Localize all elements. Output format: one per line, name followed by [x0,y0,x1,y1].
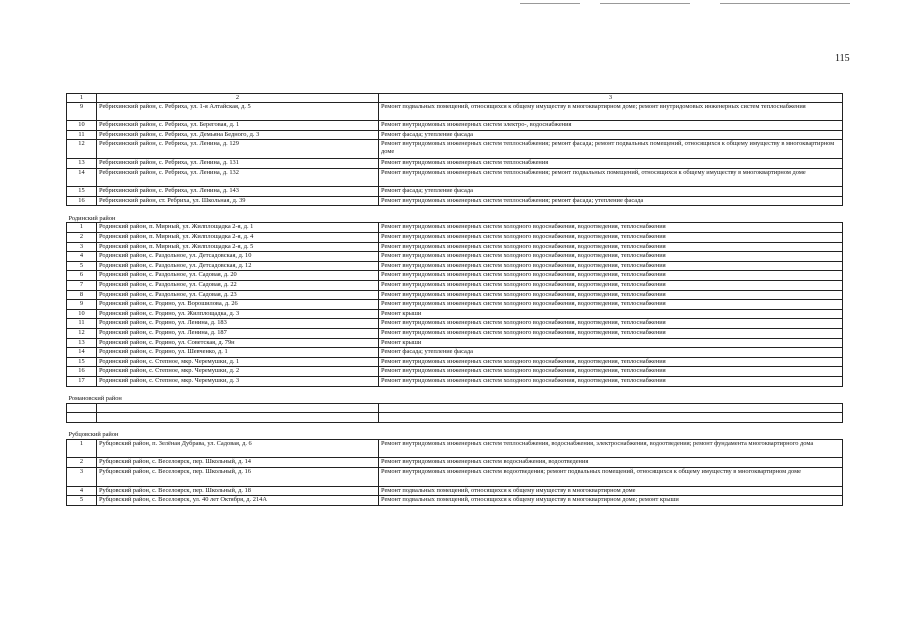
page-number: 115 [835,53,850,64]
table-row [67,252,843,262]
row-number: 15 [67,187,97,197]
table-row [67,290,843,300]
row-work-type: Ремонт внутридомовых инженерных систем водоснабжения, водоотведения [379,458,843,468]
row-address: Родинский район, с. Родино, ул. Ворошилова, д. 26 [97,300,379,310]
table-row [67,338,843,348]
row-address: Родинский район, с. Степное, мкр. Черемушки, д. 1 [97,357,379,367]
row-work-type: Ремонт внутридомовых инженерных систем холодного водоснабжения, водоотведения, теплоснабжения [379,252,843,262]
row-address: Родинский район, с. Родино, ул. Ленина, д. 183 [97,319,379,329]
row-number: 7 [67,281,97,291]
table-row [67,376,843,386]
row-address: Рубцовский район, с. Веселоярск, пер. Школьный, д. 14 [97,458,379,468]
row-address: Родинский район, с. Раздольное, ул. Детсадовская, д. 12 [97,261,379,271]
table-row [67,496,843,506]
row-address: Рубцовский район, с. Веселоярск, пер. Школьный, д. 16 [97,467,379,486]
row-number: 14 [67,168,97,187]
row-work-type: Ремонт внутридомовых инженерных систем холодного водоснабжения, водоотведения, теплоснабжения [379,376,843,386]
row-number: 12 [67,140,97,159]
section-title: Романовский район [67,386,843,403]
row-work-type: Ремонт подвальных помещений, относящихся к общему имуществу в многоквартирном доме; ремонт внутридомовых инженерных систем теплоснабжения [379,102,843,121]
table-row [67,261,843,271]
row-address: Ребрихинский район, ст. Ребриха, ул. Школьная, д. 39 [97,196,379,206]
row-number: 17 [67,376,97,386]
row-number: 16 [67,196,97,206]
row-work-type: Ремонт внутридомовых инженерных систем холодного водоснабжения, водоотведения, теплоснабжения [379,300,843,310]
header-cell-work: 3 [379,94,843,103]
row-work-type: Ремонт внутридомовых инженерных систем холодного водоснабжения, водоотведения, теплоснабжения [379,223,843,233]
table-row [67,486,843,496]
table-row [67,348,843,358]
row-work-type: Ремонт внутридомовых инженерных систем теплоснабжения, водоснабжения, электроснабжения, водоотведения; ремонт фундамента многоквартирного дома [379,439,843,458]
table-row [67,281,843,291]
row-number: 5 [67,496,97,506]
row-work-type: Ремонт внутридомовых инженерных систем теплоснабжения; ремонт подвальных помещений, относящихся к общему имуществу в многоквартирном доме [379,168,843,187]
row-work-type: Ремонт крыши [379,309,843,319]
row-number: 3 [67,242,97,252]
row-address: Родинский район, с. Степное, мкр. Черемушки, д. 2 [97,367,379,377]
table-row [67,168,843,187]
empty-cell-number [67,403,97,413]
row-number: 9 [67,300,97,310]
row-number: 1 [67,223,97,233]
row-work-type: Ремонт фасада; утепление фасада [379,187,843,197]
row-address: Родинский район, с. Родино, ул. Жилплощадка, д. 3 [97,309,379,319]
row-work-type: Ремонт фасада; утепление фасада [379,348,843,358]
row-number: 10 [67,121,97,131]
row-number: 5 [67,261,97,271]
table-row [67,309,843,319]
section-title: Родинский район [67,206,843,223]
table-row [67,196,843,206]
row-work-type: Ремонт внутридомовых инженерных систем холодного водоснабжения, водоотведения, теплоснабжения [379,319,843,329]
row-work-type: Ремонт внутридомовых инженерных систем холодного водоснабжения, водоотведения, теплоснабжения [379,281,843,291]
row-address: Родинский район, с. Родино, ул. Советская, д. 79н [97,338,379,348]
row-number: 8 [67,290,97,300]
row-number: 9 [67,102,97,121]
table-row [67,242,843,252]
row-address: Родинский район, с. Раздольное, ул. Садовая, д. 20 [97,271,379,281]
row-work-type: Ремонт внутридомовых инженерных систем холодного водоснабжения, водоотведения, теплоснабжения [379,290,843,300]
section-title: Рубцовский район [67,422,843,439]
table-row [67,367,843,377]
row-number: 1 [67,439,97,458]
row-work-type: Ремонт внутридомовых инженерных систем холодного водоснабжения, водоотведения, теплоснабжения [379,233,843,243]
row-address: Родинский район, с. Родино, ул. Шевченко, д. 1 [97,348,379,358]
row-address: Ребрихинский район, с. Ребриха, ул. Береговая, д. 1 [97,121,379,131]
row-address: Ребрихинский район, с. Ребриха, ул. Ленина, д. 129 [97,140,379,159]
table-row [67,467,843,486]
row-work-type: Ремонт подвальных помещений, относящихся к общему имуществу в многоквартирном доме [379,486,843,496]
row-address: Родинский район, п. Мирный, ул. Жилплощадка 2-я, д. 5 [97,242,379,252]
row-address: Рубцовский район, с. Веселоярск, ул. 40 лет Октября, д. 214А [97,496,379,506]
row-work-type: Ремонт внутридомовых инженерных систем электро-, водоснабжения [379,121,843,131]
row-work-type: Ремонт внутридомовых инженерных систем теплоснабжения; ремонт фасада; ремонт подвальных помещений, относящихся к общему имуществу в многоквартирном доме [379,140,843,159]
section-header-row [67,422,843,439]
row-address: Родинский район, с. Степное, мкр. Черемушки, д. 3 [97,376,379,386]
header-cell-address: 2 [97,94,379,103]
row-address: Ребрихинский район, с. Ребриха, ул. Ленина, д. 132 [97,168,379,187]
empty-cell-number [67,413,97,423]
table-row [67,159,843,169]
table-row [67,223,843,233]
scan-artifact-line [520,3,580,4]
row-work-type: Ремонт фасада; утепление фасада [379,130,843,140]
empty-cell-address [97,403,379,413]
empty-row [67,413,843,423]
table-body [67,94,843,506]
row-number: 4 [67,486,97,496]
row-number: 2 [67,233,97,243]
row-number: 4 [67,252,97,262]
repair-list-table [66,93,843,506]
row-number: 16 [67,367,97,377]
table-header-row [67,94,843,103]
row-number: 15 [67,357,97,367]
table-row [67,140,843,159]
row-address: Ребрихинский район, с. Ребриха, ул. Демьяна Бедного, д. 3 [97,130,379,140]
row-work-type: Ремонт подвальных помещений, относящихся к общему имуществу в многоквартирном доме; ремонт крыши [379,496,843,506]
row-work-type: Ремонт внутридомовых инженерных систем холодного водоснабжения, водоотведения, теплоснабжения [379,242,843,252]
row-work-type: Ремонт крыши [379,338,843,348]
row-work-type: Ремонт внутридомовых инженерных систем холодного водоснабжения, водоотведения, теплоснабжения [379,367,843,377]
row-work-type: Ремонт внутридомовых инженерных систем холодного водоснабжения, водоотведения, теплоснабжения [379,328,843,338]
row-address: Рубцовский район, п. Зелёная Дубрава, ул. Садовая, д. 6 [97,439,379,458]
table-row [67,233,843,243]
row-address: Ребрихинский район, с. Ребриха, ул. Ленина, д. 143 [97,187,379,197]
row-work-type: Ремонт внутридомовых инженерных систем холодного водоснабжения, водоотведения, теплоснабжения [379,261,843,271]
row-address: Родинский район, с. Раздольное, ул. Садовая, д. 22 [97,281,379,291]
row-number: 14 [67,348,97,358]
row-address: Ребрихинский район, с. Ребриха, ул. 1-я Алтайская, д. 5 [97,102,379,121]
table-row [67,319,843,329]
row-address: Родинский район, с. Раздольное, ул. Детсадовская, д. 10 [97,252,379,262]
table-row [67,357,843,367]
header-cell-number: 1 [67,94,97,103]
table-row [67,300,843,310]
row-number: 2 [67,458,97,468]
row-number: 10 [67,309,97,319]
row-address: Родинский район, п. Мирный, ул. Жилплощадка 2-я, д. 4 [97,233,379,243]
table-row [67,102,843,121]
row-work-type: Ремонт внутридомовых инженерных систем холодного водоснабжения, водоотведения, теплоснабжения [379,357,843,367]
row-work-type: Ремонт внутридомовых инженерных систем водоотведения; ремонт подвальных помещений, относящихся к общему имуществу в многоквартирном доме [379,467,843,486]
table-row [67,187,843,197]
empty-row [67,403,843,413]
row-number: 11 [67,130,97,140]
row-number: 13 [67,338,97,348]
scan-artifact-line [600,3,690,4]
row-number: 11 [67,319,97,329]
section-header-row [67,206,843,223]
row-number: 6 [67,271,97,281]
section-header-row [67,386,843,403]
row-work-type: Ремонт внутридомовых инженерных систем холодного водоснабжения, водоотведения, теплоснабжения [379,271,843,281]
row-work-type: Ремонт внутридомовых инженерных систем теплоснабжения; ремонт фасада; утепление фасада [379,196,843,206]
table-row [67,328,843,338]
row-number: 3 [67,467,97,486]
table-row [67,130,843,140]
table-row [67,458,843,468]
table-row [67,439,843,458]
table-row [67,271,843,281]
row-number: 13 [67,159,97,169]
empty-cell-work [379,413,843,423]
table-row [67,121,843,131]
row-address: Рубцовский район, с. Веселоярск, пер. Школьный, д. 18 [97,486,379,496]
row-work-type: Ремонт внутридомовых инженерных систем теплоснабжения [379,159,843,169]
row-address: Родинский район, п. Мирный, ул. Жилплощадка 2-я, д. 1 [97,223,379,233]
row-address: Ребрихинский район, с. Ребриха, ул. Ленина, д. 131 [97,159,379,169]
row-number: 12 [67,328,97,338]
empty-cell-address [97,413,379,423]
empty-cell-work [379,403,843,413]
row-address: Родинский район, с. Раздольное, ул. Садовая, д. 23 [97,290,379,300]
scan-artifact-line [720,3,850,4]
row-address: Родинский район, с. Родино, ул. Ленина, д. 187 [97,328,379,338]
